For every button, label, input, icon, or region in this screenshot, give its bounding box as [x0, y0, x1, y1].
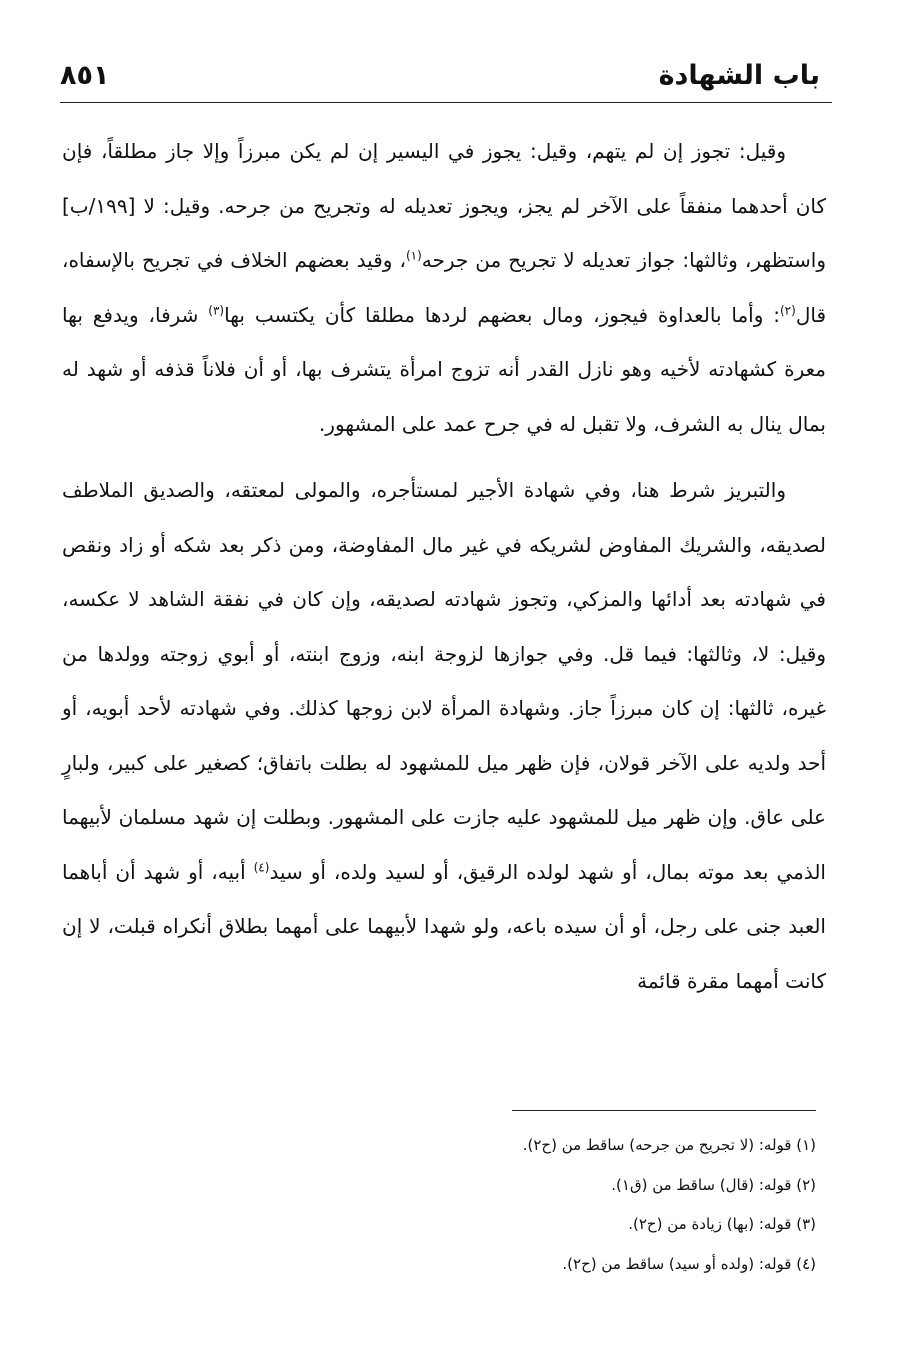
page-number: ٨٥١	[60, 60, 110, 91]
paragraph-1	[62, 124, 826, 451]
paragraph-2-text-2: أبيه، أو شهد أن أباهما العبد جنى على رجل، أو أن سيده باعه، ولو شهدا لأبيهما على أمهما بطلاق أنكراه قبلت، لا إن كانت أمهما مقرة قائمة	[62, 859, 826, 993]
footnote-ref-3: (٣)	[208, 302, 225, 317]
footnote-3: (٣) قوله: (بها) زيادة من (ح٢).	[628, 1215, 816, 1233]
footnote-4: (٤) قوله: (ولده أو سيد) ساقط من (ح٢).	[562, 1254, 816, 1273]
running-header	[60, 52, 832, 102]
main-text	[62, 124, 826, 1008]
footnote-rule	[512, 1110, 816, 1111]
footnote-1: (١) قوله: (لا تجريح من جرحه) ساقط من (ح٢).	[522, 1136, 816, 1154]
paragraph-2	[62, 463, 826, 1008]
paragraph-1-text-2: ، وقيد بعضهم الخلاف في تجريح بالإسفاه، قال	[62, 248, 826, 327]
paragraph-1-text-1: وقيل: تجوز إن لم يتهم، وقيل: يجوز في اليسير إن لم يكن مبرزاً وإلا جاز مطلقاً، فإن كان أحدهما منفقاً على الآخر لم يجز، ويجوز تعديله له وتجريح من جرحه. وقيل: لا [١٩٩/ب] واستظهر، وثالثها: جواز تعديله لا تجريح من جرحه	[62, 139, 826, 272]
chapter-title: باب الشهادة	[658, 60, 820, 91]
paragraph-2-text-1: والتبريز شرط هنا، وفي شهادة الأجير لمستأجره، والمولى لمعتقه، والصديق الملاطف لصديقه، والشريك المفاوض لشريكه في غير مال المفاوضة، ومن ذكر بعد شكه أو زاد ونقص في شهادته بعد أدائها والمزكي، وتجوز شهادته لصديقه، وإن كان في نفقة الشاهد لا عكسه، وقيل: لا، وثالثها: فيما قل. وفي جوازها لزوجة ابنه، وزوج ابنته، أو أبوي زوجته وولدها من غيره، ثالثها: إن كان مبرزاً جاز. وشهادة المرأة لابن زوجها كذلك. وفي شهادته لأحد أبويه، أو أحد ولديه على الآخر قولان، فإن ظهر ميل للمشهود له بطلت باتفاق؛ كصغير على كبير، ولبارٍ على عاق. وإن ظهر ميل للمشهود عليه جازت على المشهور. وبطلت إن شهد مسلمان لأبيهما الذمي بعد موته بمال، أو شهد لولده الرقيق، أو لسيد ولده، أو سيد	[62, 478, 826, 884]
footnotes	[300, 1126, 816, 1284]
header-rule	[60, 102, 832, 103]
footnote-ref-2: (٢)	[779, 302, 796, 317]
paragraph-1-text-3: : وأما بالعداوة فيجوز، ومال بعضهم لردها مطلقا كأن يكتسب بها	[224, 302, 780, 327]
footnote-ref-4: (٤)	[253, 859, 270, 874]
footnote-ref-1: (١)	[405, 248, 422, 263]
footnote-2: (٢) قوله: (قال) ساقط من (ق١).	[611, 1175, 816, 1194]
paragraph-1-text-4: شرفا، ويدفع بها معرة كشهادته لأخيه وهو نازل القدر أنه تزوج امرأة يتشرف بها، أو أن فلاناً قذفه أو شهد له بمال ينال به الشرف، ولا تقبل له في جرح عمد على المشهور.	[62, 302, 826, 436]
